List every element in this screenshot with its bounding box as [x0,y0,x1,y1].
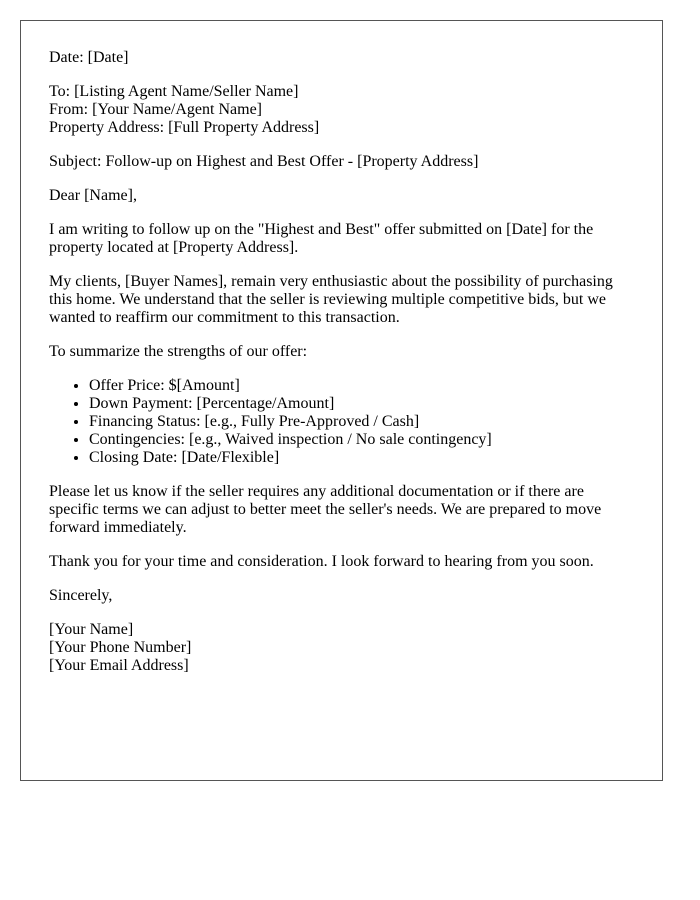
strengths-list [49,377,634,467]
list-item: • Contingencies: [e.g., Waived inspection / No sale contingency] [89,431,634,449]
summary-intro: To summarize the strengths of our offer: [49,343,308,360]
list-item: • Closing Date: [Date/Flexible] [89,449,634,467]
signature-block [49,621,634,675]
list-item: • Financing Status: [e.g., Fully Pre-Approved / Cash] [89,413,634,431]
address-block [49,83,634,137]
clients-paragraph: My clients, [Buyer Names], remain very enthusiastic about the possibility of purchasing this home. We understand that the seller is reviewing multiple competitive bids, but we wanted to reaffirm our commitment to this transaction. [49,273,613,326]
thanks-paragraph: Thank you for your time and consideration. I look forward to hearing from you soon. [49,553,594,570]
date-line: Date: [Date] [49,49,129,66]
signature-email: [Your Email Address] [49,657,189,674]
list-item: • Down Payment: [Percentage/Amount] [89,395,634,413]
letter-page [20,20,663,781]
from-line: From: [Your Name/Agent Name] [49,101,263,118]
to-line: To: [Listing Agent Name/Seller Name] [49,83,299,100]
list-item: • Offer Price: $[Amount] [89,377,634,395]
subject-line: Subject: Follow-up on Highest and Best Offer - [Property Address] [49,153,479,170]
salutation: Dear [Name], [49,187,137,204]
intro-paragraph: I am writing to follow up on the "Highest and Best" offer submitted on [Date] for the property located at [Property Address]. [49,221,594,256]
request-paragraph: Please let us know if the seller requires any additional documentation or if there are specific terms we can adjust to better meet the seller's needs. We are prepared to move forward immediately. [49,483,602,536]
signature-name: [Your Name] [49,621,134,638]
property-line: Property Address: [Full Property Address] [49,119,320,136]
signoff: Sincerely, [49,587,113,604]
signature-phone: [Your Phone Number] [49,639,192,656]
